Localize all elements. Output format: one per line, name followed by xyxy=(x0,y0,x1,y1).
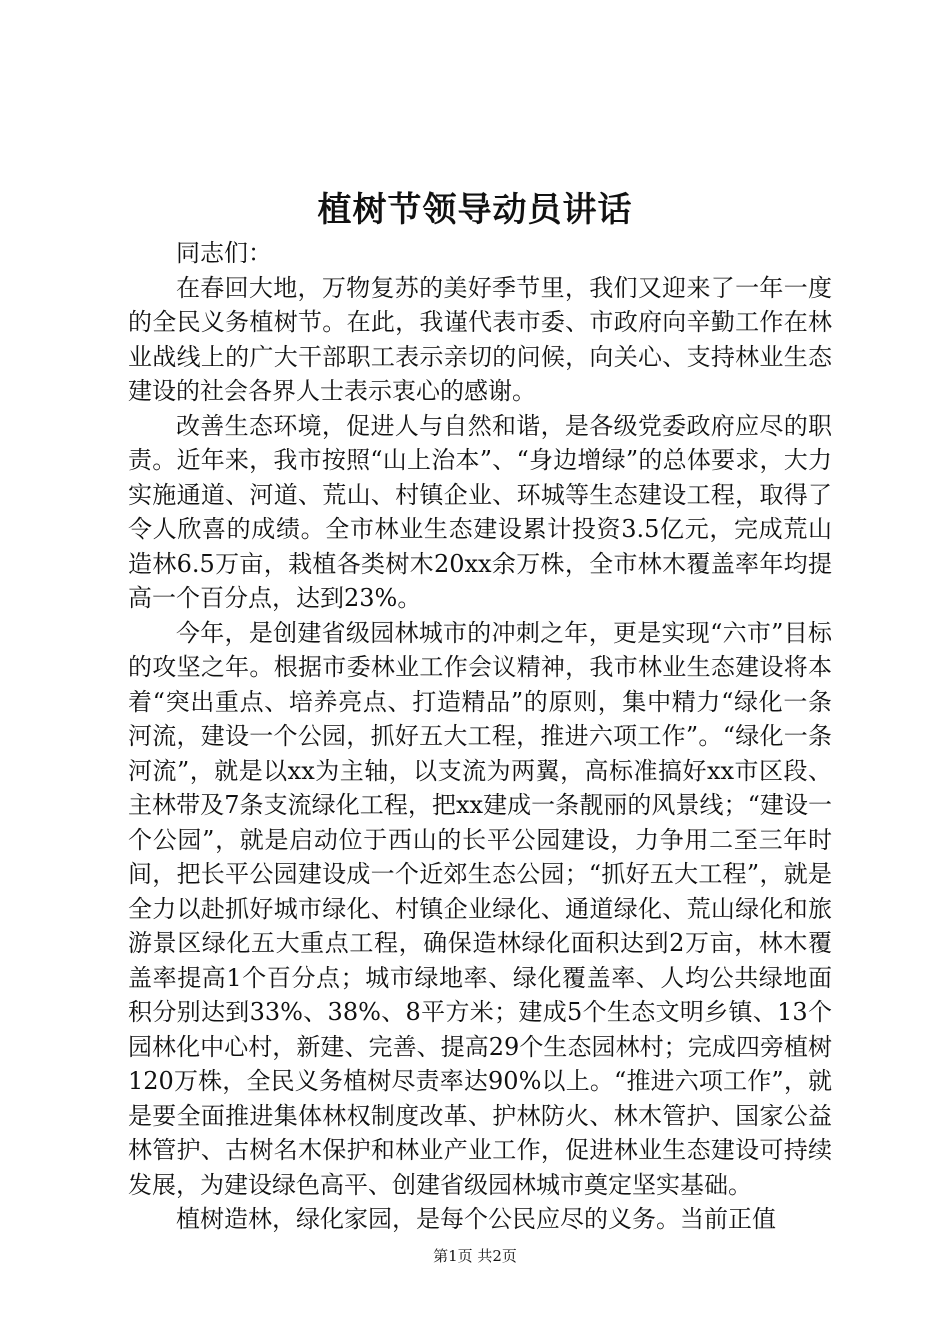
page-footer: 第1页 共2页 xyxy=(433,1247,517,1265)
paragraph-2: 改善生态环境，促进人与自然和谐，是各级党委政府应尽的职责。近年来，我市按照“山上治本”、“身边增绿”的总体要求，大力实施通道、河道、荒山、村镇企业、环城等生态建设工程，取得了令人欣喜的成绩。全市林业生态建设累计投资3.5亿元，完成荒山造林6.5万亩，栽植各类树木20xx余万株，全市林木覆盖率年均提高一个百分点，达到23%。 xyxy=(128,411,832,612)
salutation: 同志们： xyxy=(176,239,272,267)
paragraph-1: 在春回大地，万物复苏的美好季节里，我们又迎来了一年一度的全民义务植树节。在此，我谨代表市委、市政府向辛勤工作在林业战线上的广大干部职工表示亲切的问候，向关心、支持林业生态建设的社会各界人士表示衷心的感谢。 xyxy=(128,273,832,405)
document-body xyxy=(128,236,832,1237)
document-title: 植树节领导动员讲话 xyxy=(317,190,633,230)
paragraph-4: 植树造林，绿化家园，是每个公民应尽的义务。当前正值 xyxy=(176,1205,776,1233)
paragraph-3: 今年，是创建省级园林城市的冲刺之年，更是实现“六市”目标的攻坚之年。根据市委林业工作会议精神，我市林业生态建设将本着“突出重点、培养亮点、打造精品”的原则，集中精力“绿化一条河流，建设一个公园，抓好五大工程，推进六项工作”。“绿化一条河流”，就是以xx为主轴，以支流为两翼，高标准搞好xx市区段、主林带及7条支流绿化工程，把xx建成一条靓丽的风景线；“建设一个公园”，就是启动位于西山的长平公园建设，力争用二至三年时间，把长平公园建设成一个近郊生态公园；“抓好五大工程”，就是全力以赴抓好城市绿化、村镇企业绿化、通道绿化、荒山绿化和旅游景区绿化五大重点工程，确保造林绿化面积达到2万亩，林木覆盖率提高1个百分点；城市绿地率、绿化覆盖率、人均公共绿地面积分别达到33%、38%、8平方米；建成5个生态文明乡镇、13个园林化中心村，新建、完善、提高29个生态园林村；完成四旁植树120万株，全民义务植树尽责率达90%以上。“推进六项工作”，就是要全面推进集体林权制度改革、护林防火、林木管护、国家公益林管护、古树名木保护和林业产业工作，促进林业生态建设可持续发展，为建设绿色高平、创建省级园林城市奠定坚实基础。 xyxy=(128,618,832,1199)
